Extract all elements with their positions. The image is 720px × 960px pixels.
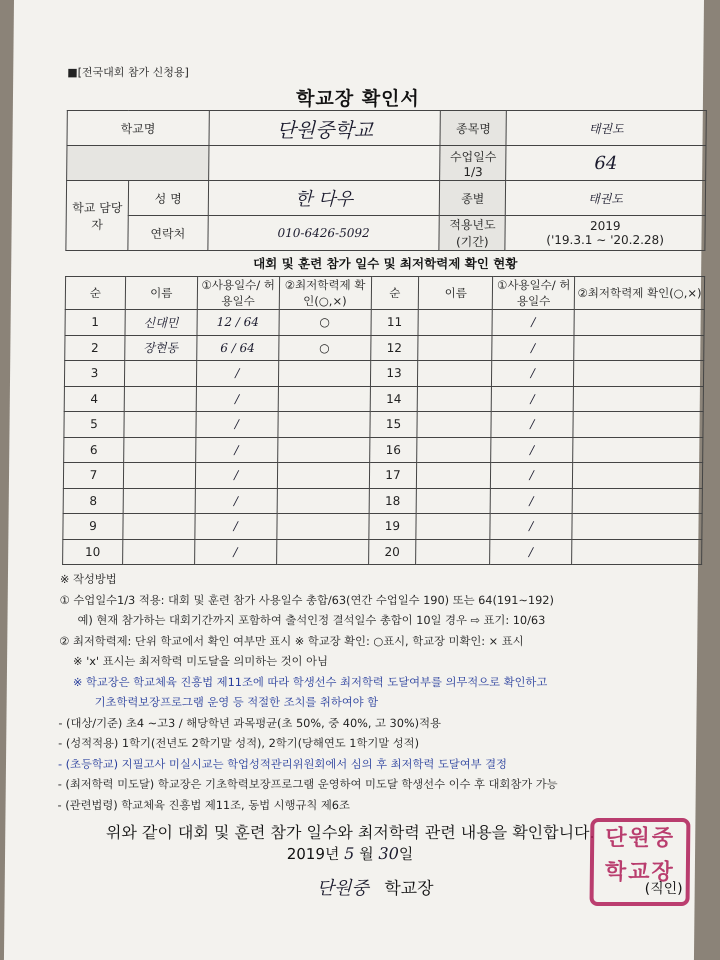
row-days: / — [196, 412, 278, 438]
row-days: / — [195, 514, 277, 540]
event-value: 태권도 — [506, 111, 706, 146]
row-no: 9 — [63, 514, 123, 540]
row-name — [416, 539, 490, 565]
row-days: / — [491, 463, 573, 489]
staff-label: 학교 담당자 — [66, 181, 129, 251]
col-check-header: ②최저학력제 확인(○,×) — [574, 277, 704, 310]
page-title: 학교장 확인서 — [295, 88, 420, 110]
row-check — [277, 488, 369, 514]
note-line: - (관련법령) 학교체육 진흥법 제11조, 동법 시행규칙 제6조 — [57, 798, 350, 812]
col-days-header: ①사용일수/ 허용일수 — [197, 277, 279, 310]
row-no: 19 — [368, 514, 416, 540]
document-page — [4, 0, 704, 960]
row-days: / — [492, 361, 574, 387]
row-name — [122, 539, 194, 565]
date-year: 2019년 — [286, 845, 340, 863]
row-days: / — [194, 539, 276, 565]
row-name — [123, 488, 195, 514]
row-days: / — [196, 386, 278, 412]
row-check: ○ — [278, 335, 370, 361]
row-no: 15 — [369, 412, 417, 438]
row-name: 장현동 — [125, 335, 197, 361]
row-days: 12 / 64 — [197, 310, 279, 336]
row-no: 1 — [65, 310, 125, 336]
col-check-header: ②최저학력제 확인(○,×) — [279, 277, 371, 310]
row-days: 6 / 64 — [197, 335, 279, 361]
event-label: 종목명 — [440, 111, 506, 146]
blank-cell — [67, 146, 209, 181]
note-line: - (최저학력 미도달) 학교장은 기초학력보장프로그램 운영하여 미도달 학생선수 이수 후 대회참가 가능 — [57, 778, 558, 791]
note-line: - (대상/기준) 초4 ~고3 / 해당학년 과목평균(초 50%, 중 40%, 고 30%)적용 — [58, 716, 442, 730]
row-check — [573, 463, 703, 489]
row-no: 10 — [63, 539, 123, 565]
instructions — [57, 570, 710, 816]
row-days: / — [490, 488, 572, 514]
row-no: 20 — [368, 539, 416, 565]
row-no: 14 — [370, 386, 418, 412]
col-days-header: ①사용일수/ 허용일수 — [493, 277, 575, 310]
row-no: 7 — [63, 463, 123, 489]
date-month-unit: 월 — [359, 845, 374, 863]
row-no: 5 — [64, 412, 124, 438]
table-row — [63, 463, 702, 489]
info-table — [65, 110, 706, 251]
row-days: / — [490, 539, 572, 565]
row-name — [417, 437, 491, 463]
confirmation-statement: 위와 같이 대회 및 훈련 참가 일수와 최저학력 관련 내용을 확인합니다. — [105, 823, 595, 842]
table-row — [64, 437, 703, 463]
row-name — [418, 386, 492, 412]
date-month: 5 — [344, 844, 355, 863]
row-check — [276, 514, 368, 540]
row-check — [278, 386, 370, 412]
row-days: / — [492, 310, 574, 336]
signature-line — [317, 874, 434, 900]
school-label: 학교명 — [67, 111, 209, 146]
row-check — [572, 539, 702, 565]
note-line: 예) 현재 참가하는 대회기간까지 포함하여 출석인정 결석일수 총합이 10일 경우 ⇨ 표기: 10/63 — [77, 614, 546, 627]
row-name — [416, 514, 490, 540]
signature-title: 학교장 — [384, 879, 434, 899]
row-days: / — [491, 386, 573, 412]
row-check — [574, 335, 704, 361]
type-label: 종별 — [440, 181, 506, 216]
official-seal: 단원중 학교장 — [590, 818, 691, 906]
row-name — [417, 463, 491, 489]
row-no: 2 — [65, 335, 125, 361]
row-name — [123, 514, 195, 540]
table-row — [63, 514, 702, 540]
row-name — [124, 412, 196, 438]
table-row — [65, 335, 704, 361]
row-days: / — [195, 437, 277, 463]
row-name — [418, 335, 492, 361]
row-check — [572, 514, 702, 540]
row-check — [572, 488, 702, 514]
year-value: 2019 — [589, 219, 621, 233]
header-tag: ■[전국대회 참가 신청용] — [67, 66, 189, 79]
table-row — [65, 310, 704, 336]
year-label: 적용년도 (기간) — [439, 216, 505, 251]
type-value: 태권도 — [506, 181, 706, 216]
row-name — [418, 310, 492, 336]
note-line: - (성적적용) 1학기(전년도 2학기말 성적), 2학기(당해연도 1학기말 성적) — [58, 737, 420, 750]
notes-heading: ※ 작성방법 — [59, 573, 117, 586]
row-no: 3 — [64, 361, 124, 387]
row-check — [278, 412, 370, 438]
table-row — [63, 539, 702, 565]
row-no: 6 — [64, 437, 124, 463]
col-name-header: 이름 — [419, 277, 493, 310]
row-days: / — [490, 514, 572, 540]
contact-label: 연락처 — [128, 216, 208, 251]
participation-table — [62, 276, 705, 565]
days-value: 64 — [506, 146, 706, 181]
row-name — [124, 386, 196, 412]
row-check — [574, 310, 704, 336]
row-days: / — [195, 463, 277, 489]
table-row — [64, 361, 703, 387]
row-no: 12 — [370, 335, 418, 361]
note-line: ② 최저학력제: 단위 학교에서 확인 여부만 표시 ※ 학교장 확인: ○표시, 학교장 미확인: × 표시 — [59, 634, 524, 648]
row-check — [574, 361, 704, 387]
row-check — [573, 437, 703, 463]
year-cell — [505, 216, 705, 251]
table-row — [63, 488, 702, 514]
row-check — [277, 437, 369, 463]
note-line: ① 수업일수1/3 적용: 대회 및 훈련 참가 사용일수 총합/63(연간 수업일수 190) 또는 64(191~192) — [59, 593, 554, 607]
note-line: ※ 학교장은 학교체육 진흥법 제11조에 따라 학생선수 최저학력 도달여부를 의무적으로 확인하고 — [72, 675, 548, 689]
row-check — [276, 539, 368, 565]
row-name — [417, 412, 491, 438]
row-name — [417, 488, 491, 514]
date-day-unit: 일 — [398, 845, 414, 863]
col-name-header: 이름 — [125, 277, 197, 310]
row-no: 16 — [369, 437, 417, 463]
official-seal-label: (직인) — [644, 881, 683, 897]
row-days: / — [491, 412, 573, 438]
row-no: 8 — [63, 488, 123, 514]
row-days: / — [196, 361, 278, 387]
row-check — [573, 412, 703, 438]
row-check — [277, 463, 369, 489]
blank-cell — [208, 146, 440, 181]
row-no: 4 — [64, 386, 124, 412]
row-name — [124, 361, 196, 387]
row-days: / — [195, 488, 277, 514]
table-header-row — [65, 277, 704, 310]
note-line: 기초학력보장프로그램 운영 등 적절한 조치를 취하여야 함 — [94, 696, 379, 709]
row-name — [123, 463, 195, 489]
contact-value: 010-6426-5092 — [208, 216, 440, 251]
note-line: ※ 'x' 표시는 최저학력 미도달을 의미하는 것이 아님 — [73, 655, 328, 668]
row-no: 11 — [371, 310, 419, 336]
period-value: ('19.3.1 ~ '20.2.28) — [546, 233, 664, 247]
row-no: 18 — [369, 488, 417, 514]
row-check — [573, 386, 703, 412]
row-name — [124, 437, 196, 463]
section-title: 대회 및 훈련 참가 일수 및 최저학력제 확인 현황 — [253, 256, 518, 271]
name-value: 한 다우 — [208, 181, 440, 216]
row-name: 신대민 — [125, 310, 197, 336]
date-day: 30 — [378, 844, 399, 863]
col-no-header: 순 — [65, 277, 125, 310]
table-row — [64, 386, 703, 412]
row-check — [278, 361, 370, 387]
days-label: 수업일수 1/3 — [440, 146, 506, 181]
row-days: / — [492, 335, 574, 361]
row-name — [418, 361, 492, 387]
row-check: ○ — [279, 310, 371, 336]
name-label: 성 명 — [128, 181, 208, 216]
table-row — [64, 412, 703, 438]
school-value: 단원중학교 — [209, 111, 441, 146]
signature-school: 단원중 — [316, 878, 369, 899]
row-no: 13 — [370, 361, 418, 387]
row-no: 17 — [369, 463, 417, 489]
note-line: - (초등학교) 지필고사 미실시교는 학업성적관리위원회에서 심의 후 최저학력 도달여부 결정 — [57, 757, 508, 771]
col-no-header: 순 — [371, 277, 419, 310]
row-days: / — [491, 437, 573, 463]
